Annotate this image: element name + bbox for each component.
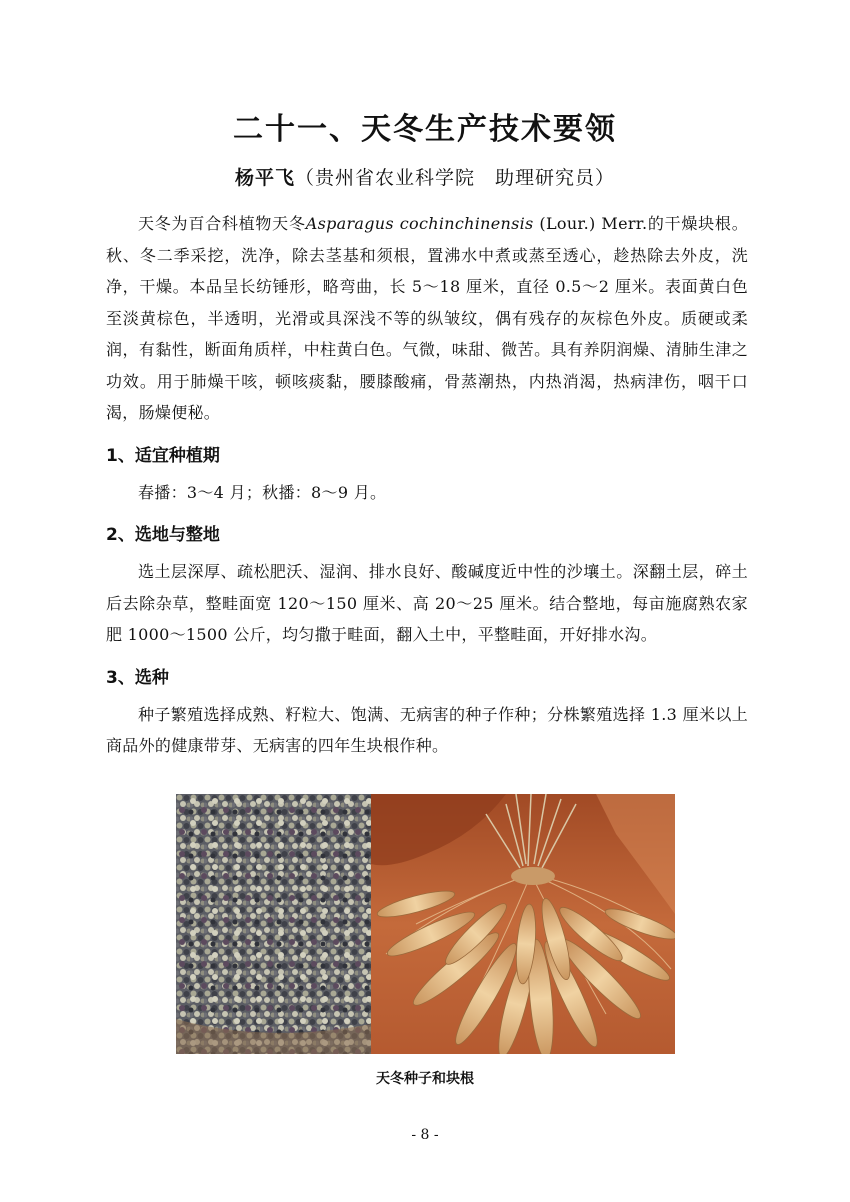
main-content <box>106 208 748 762</box>
roots-photo <box>371 794 675 1054</box>
section-heading-seed-selection: 3、选种 <box>106 667 169 688</box>
figure-seeds-and-roots <box>176 794 675 1054</box>
seeds-photo <box>176 794 371 1054</box>
author-name: 杨平飞 <box>234 167 295 189</box>
intro-paragraph <box>106 208 748 429</box>
section-text-site-preparation: 选土层深厚、疏松肥沃、湿润、排水良好、酸碱度近中性的沙壤土。深翻土层，碎土后去除杂草，整畦面宽 120～150 厘米、高 20～25 厘米。结合整地，每亩施腐熟农家肥 1000～1500 公斤，均匀撒于畦面，翻入土中，平整畦面，开好排水沟。 <box>106 562 748 644</box>
intro-text-start: 天冬为百合科植物天冬 <box>138 214 306 233</box>
section-heading-site-preparation: 2、选地与整地 <box>106 525 220 545</box>
section-text-planting-period: 春播：3～4 月；秋播：8～9 月。 <box>138 482 387 502</box>
document-title: 二十一、天冬生产技术要领 <box>233 112 617 147</box>
intro-text-rest: (Lour.) Merr.的干燥块根。秋、冬二季采挖，洗净，除去茎基和须根，置沸水中煮或蒸至透心，趁热除去外皮，洗净，干燥。本品呈长纺锤形，略弯曲，长 5～18 厘米，直径 0.5～2 厘米。表面黄白色至淡黄棕色，半透明，光滑或具深浅不等的纵皱纹，偶有残存的灰棕色外皮。质硬或柔润，有黏性，断面角质样，中柱黄白色。气微，味甜、微苦。具有养阴润燥、清肺生津之功效。用于肺燥干咳，顿咳痰黏，腰膝酸痛，骨蒸潮热，内热消渴，热病津伤，咽干口渴，肠燥便秘。 <box>106 214 749 422</box>
page-number: - 8 - <box>411 1127 439 1143</box>
author-line <box>0 163 850 190</box>
section-text-seed-selection: 种子繁殖选择成熟、籽粒大、饱满、无病害的种子作种；分株繁殖选择 1.3 厘米以上商品外的健康带芽、无病害的四年生块根作种。 <box>106 704 748 755</box>
latin-name: Asparagus cochinchinensis <box>305 214 534 233</box>
figure-caption: 天冬种子和块根 <box>376 1071 474 1087</box>
author-affiliation: （贵州省农业科学院 助理研究员） <box>295 167 616 189</box>
section-heading-planting-period: 1、适宜种植期 <box>106 445 220 466</box>
